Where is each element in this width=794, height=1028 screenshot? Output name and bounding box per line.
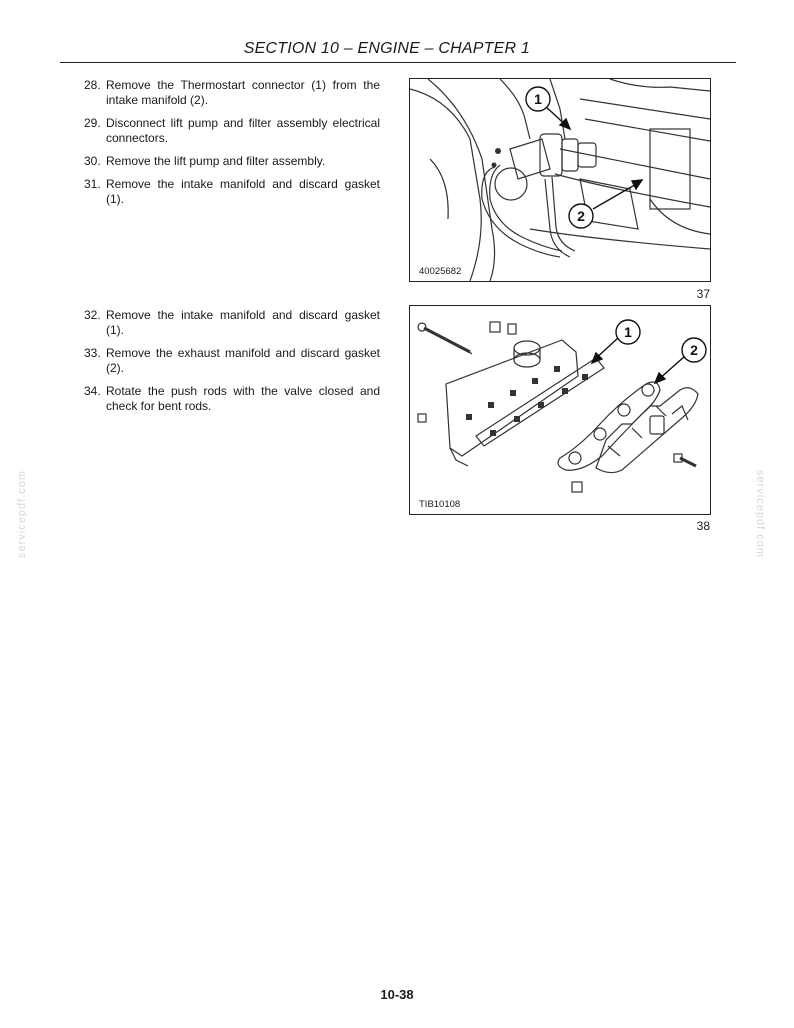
step-text: Remove the Thermostart connector (1) from the intake manifold (2). xyxy=(106,78,380,107)
watermark-left: servicepdf.com xyxy=(15,470,28,558)
figure-number: 37 xyxy=(696,287,710,301)
figure-code: 40025682 xyxy=(419,266,462,277)
step-item xyxy=(84,346,380,376)
step-number: 32. xyxy=(84,308,101,322)
watermark-right: servicepdf.com xyxy=(753,470,766,558)
step-item xyxy=(84,154,380,169)
callout-1: 1 xyxy=(534,91,542,107)
page-header xyxy=(60,40,736,58)
step-number: 34. xyxy=(84,384,101,398)
step-text: Rotate the push rods with the valve closed and check for bent rods. xyxy=(106,384,380,413)
callout-2: 2 xyxy=(577,208,585,224)
step-item xyxy=(84,78,380,108)
header-rule xyxy=(60,62,736,63)
step-text: Disconnect lift pump and filter assembly electrical connectors. xyxy=(106,116,380,145)
thermostart-drawing xyxy=(410,79,710,281)
step-number: 28. xyxy=(84,78,101,92)
step-number: 33. xyxy=(84,346,101,360)
figure-number: 38 xyxy=(696,519,710,533)
figure-code: TIB10108 xyxy=(419,499,461,510)
steps-list-1 xyxy=(84,78,380,215)
callout-1: 1 xyxy=(624,324,632,340)
step-item xyxy=(84,177,380,207)
section-title: SECTION 10 – ENGINE – CHAPTER 1 xyxy=(243,40,530,57)
step-text: Remove the exhaust manifold and discard gasket (2). xyxy=(106,346,380,375)
page-number: 10-38 xyxy=(380,987,414,1002)
step-item xyxy=(84,116,380,146)
steps-list-2 xyxy=(84,308,380,422)
step-text: Remove the intake manifold and discard gasket (1). xyxy=(106,308,380,337)
figure-38-manifold-exploded-view xyxy=(409,305,711,515)
step-item xyxy=(84,384,380,414)
step-item xyxy=(84,308,380,338)
step-text: Remove the intake manifold and discard gasket (1). xyxy=(106,177,380,206)
manifold-drawing xyxy=(410,306,710,514)
figure-37-thermostart-illustration xyxy=(409,78,711,282)
step-number: 30. xyxy=(84,154,101,168)
step-number: 31. xyxy=(84,177,101,191)
step-text: Remove the lift pump and filter assembly. xyxy=(106,154,326,168)
step-number: 29. xyxy=(84,116,101,130)
callout-2: 2 xyxy=(690,342,698,358)
